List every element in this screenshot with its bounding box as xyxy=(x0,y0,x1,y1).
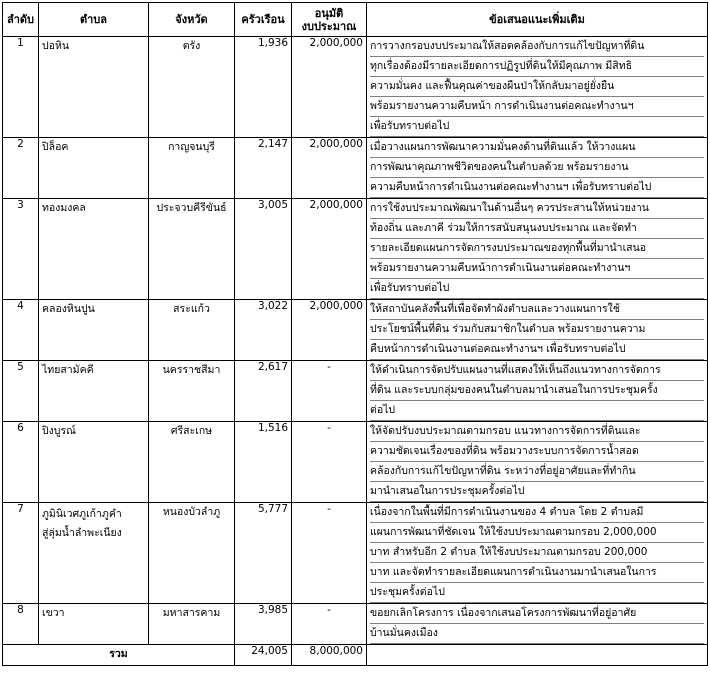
row-suggestion xyxy=(367,361,708,422)
row-province: กาญจนบุรี xyxy=(149,138,235,199)
row-subdistrict: ปอหิน xyxy=(39,37,149,138)
row-budget: 2,000,000 xyxy=(292,300,367,361)
header-subdistrict: ตำบล xyxy=(39,3,149,37)
row-province: นครราชสีมา xyxy=(149,361,235,422)
row-subdistrict: ไทยสามัคคี xyxy=(39,361,149,422)
table-row xyxy=(3,37,708,138)
suggestion-line: พร้อมรายงานความคืบหน้าการดำเนินงานต่อคณะทำงานฯ xyxy=(370,259,704,279)
row-suggestion xyxy=(367,138,708,199)
total-households: 24,005 xyxy=(235,645,292,666)
row-budget: - xyxy=(292,604,367,645)
row-province: มหาสารคาม xyxy=(149,604,235,645)
row-subdistrict: ปิล็อค xyxy=(39,138,149,199)
row-suggestion xyxy=(367,604,708,645)
suggestion-line: พร้อมรายงานความคืบหน้า การดำเนินงานต่อคณะทำงานฯ xyxy=(370,97,704,117)
total-label: รวม xyxy=(3,645,235,666)
row-households: 3,005 xyxy=(235,199,292,300)
table-row xyxy=(3,199,708,300)
suggestion-line: บาท สำหรับอีก 2 ตำบล ให้ใช้งบประมาณตามกรอบ 200,000 xyxy=(370,543,704,563)
row-households: 1,936 xyxy=(235,37,292,138)
suggestion-line: การพัฒนาคุณภาพชีวิตของคนในตำบลด้วย พร้อมรายงาน xyxy=(370,158,704,178)
row-subdistrict: คลองหินปูน xyxy=(39,300,149,361)
suggestion-line: ทุกเรื่องต้องมีรายละเอียดการปฏิรูปที่ดินให้มีคุณภาพ มีสิทธิ xyxy=(370,57,704,77)
total-suggestion-empty xyxy=(367,645,708,666)
header-households: ครัวเรือน xyxy=(235,3,292,37)
header-no: ลำดับ xyxy=(3,3,39,37)
header-suggestion: ข้อเสนอแนะเพิ่มเติม xyxy=(367,3,708,37)
row-households: 5,777 xyxy=(235,503,292,604)
table-row xyxy=(3,361,708,422)
suggestion-line: เมื่อวางแผนการพัฒนาความมั่นคงด้านที่ดินแล้ว ให้วางแผน xyxy=(370,138,704,158)
row-province: หนองบัวลำภู xyxy=(149,503,235,604)
table-body xyxy=(3,37,708,645)
suggestion-line: ให้สถาบันคลังพื้นที่เพื่อจัดทำผังตำบลและวางแผนการใช้ xyxy=(370,300,704,320)
row-suggestion xyxy=(367,300,708,361)
row-budget: 2,000,000 xyxy=(292,37,367,138)
header-budget: อนุมัติ งบประมาณ xyxy=(292,3,367,37)
budget-table xyxy=(2,2,708,666)
suggestion-line: การวางกรอบงบประมาณให้สอดคล้องกับการแก้ไขปัญหาที่ดิน xyxy=(370,37,704,57)
header-row xyxy=(3,3,708,37)
row-no: 3 xyxy=(3,199,39,300)
table-row xyxy=(3,138,708,199)
suggestion-line: ที่ดิน และระบบกลุ่มของคนในตำบลมานำเสนอในการประชุมครั้ง xyxy=(370,381,704,401)
table-row xyxy=(3,422,708,503)
row-province: ตรัง xyxy=(149,37,235,138)
row-suggestion xyxy=(367,422,708,503)
suggestion-line: ความชัดเจนเรื่องของที่ดิน พร้อมวางระบบการจัดการน้ำสอด xyxy=(370,442,704,462)
row-households: 3,985 xyxy=(235,604,292,645)
row-subdistrict: ปิงบูรณ์ xyxy=(39,422,149,503)
suggestion-line: ประชุมครั้งต่อไป xyxy=(370,583,704,603)
row-suggestion xyxy=(367,37,708,138)
suggestion-line: บ้านมั่นคงเมือง xyxy=(370,624,704,644)
suggestion-line: การใช้งบประมาณพัฒนาในด้านอื่นๆ ควรประสานให้หน่วยงาน xyxy=(370,199,704,219)
row-households: 3,022 xyxy=(235,300,292,361)
table-row xyxy=(3,503,708,604)
row-budget: 2,000,000 xyxy=(292,138,367,199)
row-subdistrict: เขวา xyxy=(39,604,149,645)
suggestion-line: เนื่องจากในพื้นที่มีการดำเนินงานของ 4 ตำบล โดย 2 ตำบลมี xyxy=(370,503,704,523)
row-budget: - xyxy=(292,503,367,604)
row-subdistrict-line: ภูมินิเวศภูเก้าภูคำ xyxy=(42,508,122,520)
total-budget: 8,000,000 xyxy=(292,645,367,666)
row-suggestion xyxy=(367,199,708,300)
suggestion-line: ขอยกเลิกโครงการ เนื่องจากเสนอโครงการพัฒนาที่อยู่อาศัย xyxy=(370,604,704,624)
suggestion-line: ให้ดำเนินการจัดปรับแผนงานที่แสดงให้เห็นถึงแนวทางการจัดการ xyxy=(370,361,704,381)
row-no: 7 xyxy=(3,503,39,604)
table-row xyxy=(3,300,708,361)
row-subdistrict-line: สู่ลุ่มน้ำลำพะเนียง xyxy=(42,527,122,539)
row-province: ศรีสะเกษ xyxy=(149,422,235,503)
row-households: 1,516 xyxy=(235,422,292,503)
suggestion-line: บาท และจัดทำรายละเอียดแผนการดำเนินงานมานำเสนอในการ xyxy=(370,563,704,583)
row-budget: - xyxy=(292,422,367,503)
row-suggestion xyxy=(367,503,708,604)
row-no: 2 xyxy=(3,138,39,199)
suggestion-line: เพื่อรับทราบต่อไป xyxy=(370,117,704,137)
suggestion-line: รายละเอียดแผนการจัดการงบประมาณของทุกพื้นที่มานำเสนอ xyxy=(370,239,704,259)
header-province: จังหวัด xyxy=(149,3,235,37)
row-no: 8 xyxy=(3,604,39,645)
row-subdistrict: ทองมงคล xyxy=(39,199,149,300)
suggestion-line: เพื่อรับทราบต่อไป xyxy=(370,279,704,299)
row-no: 4 xyxy=(3,300,39,361)
suggestion-line: มานำเสนอในการประชุมครั้งต่อไป xyxy=(370,482,704,502)
row-budget: - xyxy=(292,361,367,422)
row-no: 6 xyxy=(3,422,39,503)
row-households: 2,147 xyxy=(235,138,292,199)
suggestion-line: ประโยชน์พื้นที่ดิน ร่วมกับสมาชิกในตำบล พร้อมรายงานความ xyxy=(370,320,704,340)
suggestion-line: ความคืบหน้าการดำเนินงานต่อคณะทำงานฯ เพื่อรับทราบต่อไป xyxy=(370,178,704,198)
suggestion-line: ความมั่นคง และฟื้นคุณค่าของผืนป่าให้กลับมาอยู่ยั่งยืน xyxy=(370,77,704,97)
suggestion-line: ท้องถิ่น และภาคี ร่วมให้การสนับสนุนงบประมาณ และจัดทำ xyxy=(370,219,704,239)
total-row xyxy=(3,645,708,666)
row-no: 1 xyxy=(3,37,39,138)
row-budget: 2,000,000 xyxy=(292,199,367,300)
row-no: 5 xyxy=(3,361,39,422)
table-row xyxy=(3,604,708,645)
suggestion-line: คืบหน้าการดำเนินงานต่อคณะทำงานฯ เพื่อรับทราบต่อไป xyxy=(370,340,704,360)
row-subdistrict xyxy=(39,503,149,604)
suggestion-line: ให้จัดปรับงบประมาณตามกรอบ แนวทางการจัดการที่ดินและ xyxy=(370,422,704,442)
row-households: 2,617 xyxy=(235,361,292,422)
suggestion-line: คล้องกับการแก้ไขปัญหาที่ดิน ระหว่างที่อยู่อาศัยและที่ทำกิน xyxy=(370,462,704,482)
row-province: ประจวบคีรีขันธ์ xyxy=(149,199,235,300)
suggestion-line: แผนการพัฒนาที่ชัดเจน ให้ใช้งบประมาณตามกรอบ 2,000,000 xyxy=(370,523,704,543)
suggestion-line: ต่อไป xyxy=(370,401,704,421)
row-province: สระแก้ว xyxy=(149,300,235,361)
